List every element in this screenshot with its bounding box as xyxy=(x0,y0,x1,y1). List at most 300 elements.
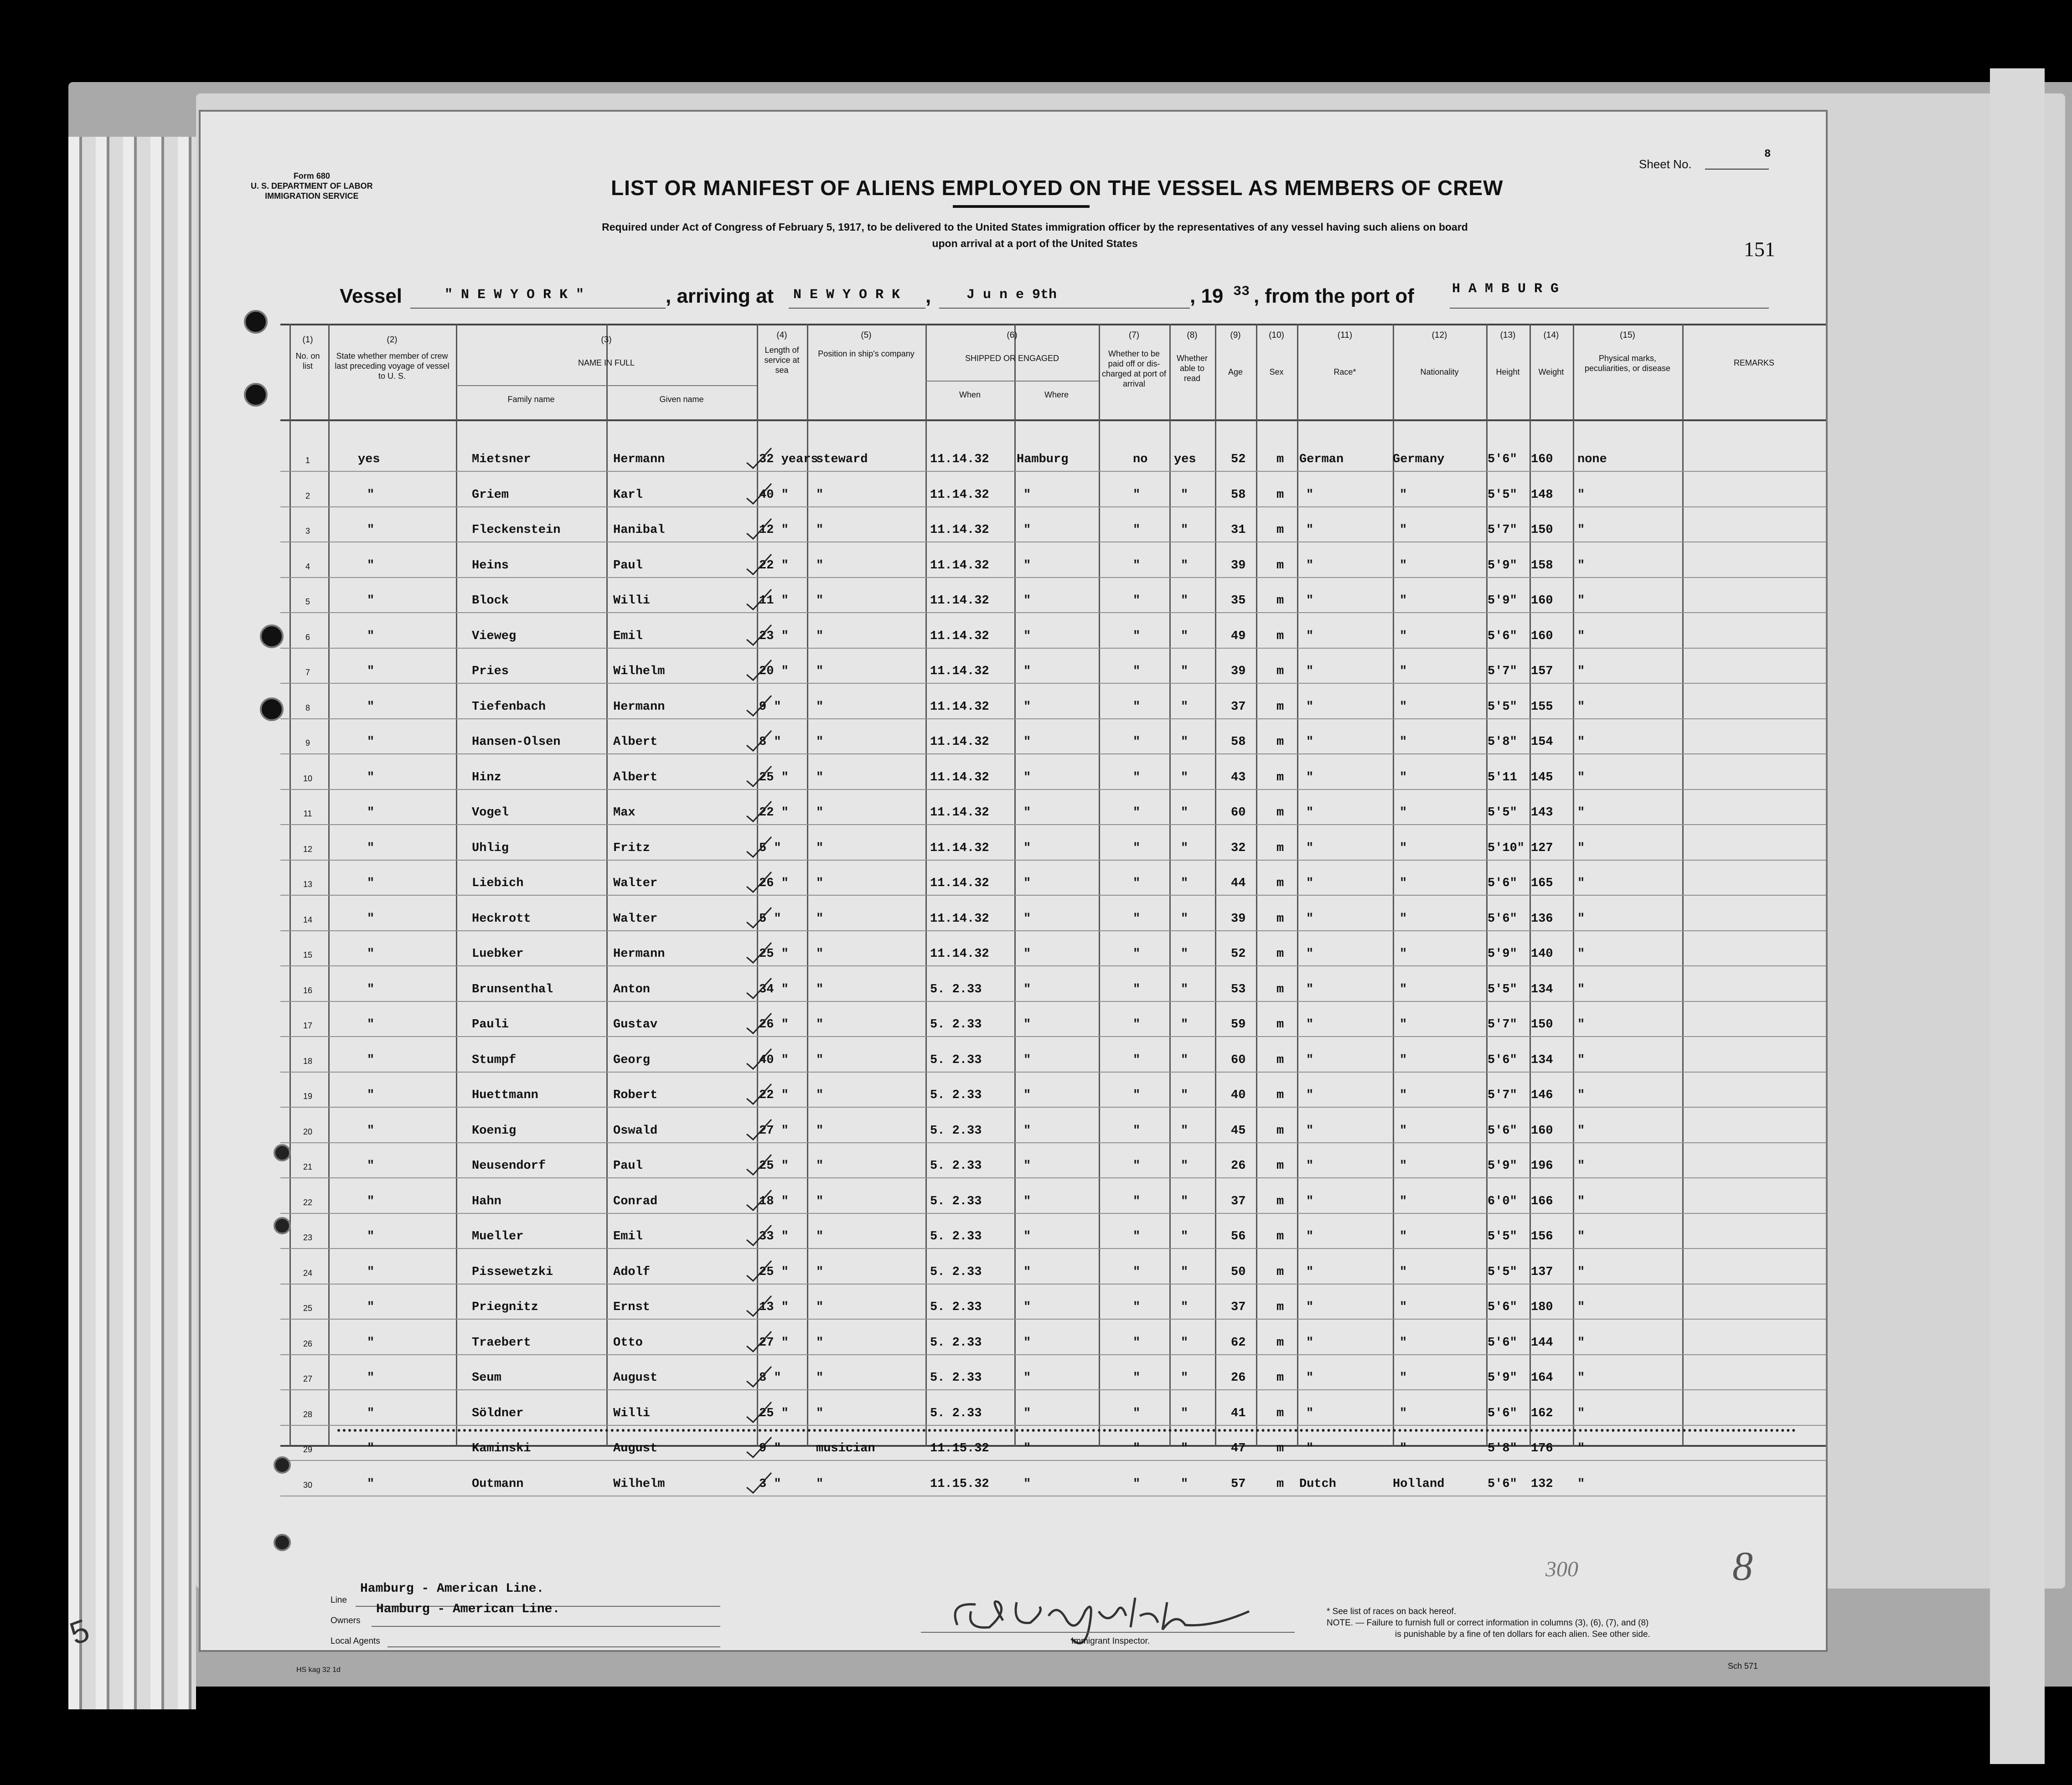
height-cell: 5'6" xyxy=(1488,1477,1517,1491)
shipped-when-cell: 11.14.32 xyxy=(930,523,989,537)
weight-cell: 143 xyxy=(1531,806,1553,820)
given-name-cell: Conrad xyxy=(613,1194,658,1208)
voyage-cell: " xyxy=(367,594,375,608)
physical-marks-cell: " xyxy=(1577,1336,1585,1350)
age-cell: 35 xyxy=(1231,594,1246,608)
voyage-cell: " xyxy=(367,841,375,855)
service-cell: 32 years xyxy=(759,453,818,466)
vessel-label: Vessel xyxy=(340,285,403,307)
voyage-cell: " xyxy=(367,1194,375,1208)
nationality-cell: " xyxy=(1400,700,1407,714)
races-note: * See list of races on back hereof. xyxy=(1327,1607,1457,1616)
height-cell: 5'9" xyxy=(1488,1159,1517,1173)
check-mark-icon xyxy=(743,586,775,613)
shipped-when-cell: 11.14.32 xyxy=(930,629,989,643)
given-name-cell: Willi xyxy=(613,1406,651,1420)
row-rule xyxy=(280,1142,1826,1143)
col-num-13: (13) xyxy=(1500,330,1516,340)
col-num-9: (9) xyxy=(1230,330,1241,340)
position-cell: " xyxy=(816,1477,824,1491)
shipped-when-cell: 5. 2.33 xyxy=(930,1230,982,1243)
sex-cell: m xyxy=(1276,841,1284,855)
family-name-cell: Mueller xyxy=(472,1230,524,1243)
punch-hole xyxy=(244,310,268,334)
race-cell: " xyxy=(1306,629,1314,643)
voyage-cell: " xyxy=(367,1018,375,1032)
nationality-cell: " xyxy=(1400,594,1407,608)
race-cell: " xyxy=(1306,1336,1314,1350)
service-cell: 8 " xyxy=(759,735,781,749)
physical-marks-cell: " xyxy=(1577,1300,1585,1314)
sex-cell: m xyxy=(1276,1300,1284,1314)
weight-cell: 160 xyxy=(1531,629,1553,643)
position-cell: " xyxy=(816,1159,824,1173)
row-rule xyxy=(280,683,1826,684)
paid-off-cell: " xyxy=(1133,1406,1141,1420)
age-cell: 39 xyxy=(1231,912,1246,926)
punch-hole xyxy=(274,1456,291,1474)
row-rule xyxy=(280,648,1826,649)
position-cell: " xyxy=(816,1336,824,1350)
departure-port: H A M B U R G xyxy=(1452,281,1559,297)
paid-off-cell: " xyxy=(1133,700,1141,714)
paid-off-cell: " xyxy=(1133,1194,1141,1208)
able-to-read-cell: " xyxy=(1181,558,1188,573)
col-header-nationality: Nationality xyxy=(1420,367,1459,377)
able-to-read-cell: " xyxy=(1181,877,1188,890)
column-rule xyxy=(328,324,330,1446)
age-cell: 50 xyxy=(1231,1265,1246,1279)
print-code: HS kag 32 1d xyxy=(296,1666,341,1674)
shipped-when-cell: 11.14.32 xyxy=(930,735,989,749)
age-cell: 41 xyxy=(1231,1406,1246,1420)
shipped-where-cell: " xyxy=(1023,1089,1031,1102)
service-cell: 25 " xyxy=(759,1265,789,1279)
row-number: 28 xyxy=(303,1409,313,1419)
paid-off-cell: " xyxy=(1133,947,1141,961)
race-cell: " xyxy=(1306,558,1314,573)
position-cell: " xyxy=(816,594,824,608)
check-mark-icon xyxy=(743,939,775,966)
position-cell: " xyxy=(816,912,824,926)
row-number: 27 xyxy=(303,1374,313,1383)
position-cell: " xyxy=(816,1053,824,1067)
position-cell: " xyxy=(816,1194,824,1208)
weight-cell: 134 xyxy=(1531,982,1553,996)
col-header-sex: Sex xyxy=(1269,367,1284,377)
family-name-cell: Koenig xyxy=(472,1124,517,1138)
row-number: 7 xyxy=(305,668,310,677)
row-number: 18 xyxy=(303,1056,313,1066)
given-name-cell: August xyxy=(613,1371,658,1385)
inspector-rule xyxy=(921,1632,1295,1633)
height-cell: 5'9" xyxy=(1488,558,1517,573)
check-mark-icon xyxy=(743,798,775,825)
form-number: Form 680 xyxy=(293,171,330,181)
weight-cell: 160 xyxy=(1531,1124,1553,1138)
row-rule xyxy=(280,895,1826,896)
given-name-cell: Albert xyxy=(613,735,658,749)
position-cell: steward xyxy=(816,453,868,466)
penalty-note-2: is punishable by a fine of ten dollars for each alien. See other side. xyxy=(1395,1630,1650,1639)
position-cell: " xyxy=(816,665,824,678)
punch-hole xyxy=(260,624,284,648)
paid-off-cell: " xyxy=(1133,1371,1141,1385)
nationality-cell: " xyxy=(1400,1230,1407,1243)
nationality-cell: " xyxy=(1400,1089,1407,1102)
column-rule xyxy=(1682,324,1684,1446)
shipped-where-cell: " xyxy=(1023,877,1031,890)
nationality-cell: " xyxy=(1400,912,1407,926)
voyage-cell: " xyxy=(367,735,375,749)
col-num-7: (7) xyxy=(1128,330,1140,340)
nationality-cell: " xyxy=(1400,629,1407,643)
voyage-cell: " xyxy=(367,912,375,926)
height-cell: 5'6" xyxy=(1488,453,1517,466)
punch-hole xyxy=(244,383,268,407)
race-cell: " xyxy=(1306,1124,1314,1138)
family-name-cell: Hansen-Olsen xyxy=(472,735,561,749)
arriving-label: , arriving at xyxy=(666,285,774,307)
row-number: 10 xyxy=(303,774,313,783)
voyage-cell: " xyxy=(367,1265,375,1279)
given-name-cell: Hermann xyxy=(613,453,665,466)
given-name-cell: Emil xyxy=(613,629,643,643)
paid-off-cell: " xyxy=(1133,1159,1141,1173)
row-number: 19 xyxy=(303,1092,313,1101)
paid-off-cell: " xyxy=(1133,1442,1141,1455)
nationality-cell: " xyxy=(1400,1053,1407,1067)
sex-cell: m xyxy=(1276,488,1284,502)
physical-marks-cell: " xyxy=(1577,665,1585,678)
shipped-when-cell: 5. 2.33 xyxy=(930,1018,982,1032)
family-name-cell: Stumpf xyxy=(472,1053,517,1067)
col-num-8: (8) xyxy=(1187,330,1198,340)
paid-off-cell: " xyxy=(1133,1477,1141,1491)
able-to-read-cell: " xyxy=(1181,488,1188,502)
position-cell: " xyxy=(816,1018,824,1032)
voyage-cell: " xyxy=(367,700,375,714)
nationality-cell: " xyxy=(1400,1406,1407,1420)
race-cell: " xyxy=(1306,1194,1314,1208)
paid-off-cell: " xyxy=(1133,1336,1141,1350)
sheet-no-line xyxy=(1705,169,1769,170)
check-mark-icon xyxy=(743,904,775,931)
sex-cell: m xyxy=(1276,806,1284,820)
height-cell: 5'5" xyxy=(1488,806,1517,820)
shipped-where-cell: " xyxy=(1023,947,1031,961)
voyage-cell: " xyxy=(367,558,375,573)
nationality-cell: Germany xyxy=(1393,453,1445,466)
sex-cell: m xyxy=(1276,629,1284,643)
height-cell: 5'8" xyxy=(1488,1442,1517,1455)
weight-cell: 166 xyxy=(1531,1194,1553,1208)
position-cell: " xyxy=(816,700,824,714)
able-to-read-cell: " xyxy=(1181,770,1188,784)
given-name-cell: Gustav xyxy=(613,1018,658,1032)
age-cell: 58 xyxy=(1231,735,1246,749)
age-cell: 58 xyxy=(1231,488,1246,502)
line-label: Line xyxy=(331,1595,347,1605)
row-rule xyxy=(280,1248,1826,1249)
weight-cell: 134 xyxy=(1531,1053,1553,1067)
height-cell: 5'10" xyxy=(1488,841,1525,855)
age-cell: 39 xyxy=(1231,558,1246,573)
shipped-when-cell: 5. 2.33 xyxy=(930,1194,982,1208)
able-to-read-cell: " xyxy=(1181,1053,1188,1067)
check-mark-icon xyxy=(743,692,775,719)
voyage-cell: " xyxy=(367,488,375,502)
able-to-read-cell: " xyxy=(1181,1300,1188,1314)
voyage-cell: " xyxy=(367,982,375,996)
age-cell: 62 xyxy=(1231,1336,1246,1350)
paid-off-cell: no xyxy=(1133,453,1148,466)
age-cell: 32 xyxy=(1231,841,1246,855)
physical-marks-cell: " xyxy=(1577,1053,1585,1067)
shipped-when-cell: 11.14.32 xyxy=(930,770,989,784)
check-mark-icon xyxy=(743,833,775,861)
department-name: U. S. DEPARTMENT OF LABOR xyxy=(251,181,373,191)
paid-off-cell: " xyxy=(1133,1053,1141,1067)
sex-cell: m xyxy=(1276,1089,1284,1102)
row-rule xyxy=(280,1425,1826,1426)
shipped-where-cell: " xyxy=(1023,841,1031,855)
physical-marks-cell: " xyxy=(1577,558,1585,573)
row-rule xyxy=(280,753,1826,754)
row-number: 15 xyxy=(303,950,313,960)
age-cell: 52 xyxy=(1231,947,1246,961)
able-to-read-cell: " xyxy=(1181,1336,1188,1350)
height-cell: 5'6" xyxy=(1488,1053,1517,1067)
weight-cell: 150 xyxy=(1531,1018,1553,1032)
shipped-where-cell: " xyxy=(1023,1230,1031,1243)
nationality-cell: " xyxy=(1400,735,1407,749)
column-rule xyxy=(1256,324,1257,1446)
race-cell: " xyxy=(1306,1089,1314,1102)
given-name-cell: Robert xyxy=(613,1089,658,1102)
service-cell: 18 " xyxy=(759,1194,789,1208)
height-cell: 5'6" xyxy=(1488,629,1517,643)
row-rule xyxy=(280,1213,1826,1214)
given-name-cell: Albert xyxy=(613,770,658,784)
physical-marks-cell: " xyxy=(1577,947,1585,961)
shipped-when-cell: 5. 2.33 xyxy=(930,1406,982,1420)
col-num-15: (15) xyxy=(1620,330,1635,340)
paid-off-cell: " xyxy=(1133,1300,1141,1314)
family-name-cell: Heins xyxy=(472,558,509,573)
family-name-cell: Traebert xyxy=(472,1336,531,1350)
nationality-cell: " xyxy=(1400,1018,1407,1032)
physical-marks-cell: " xyxy=(1577,982,1585,996)
voyage-cell: " xyxy=(367,1053,375,1067)
service-cell: 9 " xyxy=(759,1442,781,1455)
height-cell: 5'8" xyxy=(1488,735,1517,749)
race-cell: " xyxy=(1306,1406,1314,1420)
voyage-cell: " xyxy=(367,1442,375,1455)
service-cell: 13 " xyxy=(759,1300,789,1314)
height-cell: 5'6" xyxy=(1488,1300,1517,1314)
sex-cell: m xyxy=(1276,558,1284,573)
given-name-cell: Ernst xyxy=(613,1300,651,1314)
check-mark-icon xyxy=(743,444,775,472)
able-to-read-cell: " xyxy=(1181,1406,1188,1420)
position-cell: " xyxy=(816,982,824,996)
arrival-port: N E W Y O R K xyxy=(793,287,900,303)
able-to-read-cell: " xyxy=(1181,841,1188,855)
row-number: 14 xyxy=(303,915,313,924)
position-cell: " xyxy=(816,735,824,749)
row-number: 9 xyxy=(305,738,310,748)
height-cell: 5'9" xyxy=(1488,1371,1517,1385)
column-rule xyxy=(1215,324,1216,1446)
shipped-when-cell: 5. 2.33 xyxy=(930,1053,982,1067)
race-cell: " xyxy=(1306,982,1314,996)
left-edge-mark: 5 xyxy=(65,1612,94,1652)
age-cell: 49 xyxy=(1231,629,1246,643)
subtitle-line-1: Required under Act of Congress of February 5, 1917, to be delivered to the United States immigration officer by the representatives of any vessel having such aliens on board xyxy=(602,221,1468,233)
able-to-read-cell: " xyxy=(1181,629,1188,643)
weight-cell: 164 xyxy=(1531,1371,1553,1385)
shipped-where-cell: " xyxy=(1023,488,1031,502)
shipped-where-cell: " xyxy=(1023,665,1031,678)
manifest-page xyxy=(201,112,1826,1674)
col-num-10: (10) xyxy=(1269,330,1284,340)
weight-cell: 156 xyxy=(1531,1230,1553,1243)
able-to-read-cell: " xyxy=(1181,1265,1188,1279)
family-name-cell: Huettmann xyxy=(472,1089,538,1102)
check-mark-icon xyxy=(743,1116,775,1143)
row-number: 5 xyxy=(305,597,310,606)
col-header-where: Where xyxy=(1044,390,1069,399)
shipped-when-cell: 5. 2.33 xyxy=(930,1371,982,1385)
race-cell: " xyxy=(1306,841,1314,855)
shipped-where-cell: " xyxy=(1023,1018,1031,1032)
nationality-cell: " xyxy=(1400,1371,1407,1385)
page-title: LIST OR MANIFEST OF ALIENS EMPLOYED ON THE VESSEL AS MEMBERS OF CREW xyxy=(611,176,1504,200)
sex-cell: m xyxy=(1276,700,1284,714)
port-line xyxy=(789,308,925,309)
given-name-cell: Adolf xyxy=(613,1265,651,1279)
sex-cell: m xyxy=(1276,1406,1284,1420)
able-to-read-cell: " xyxy=(1181,1194,1188,1208)
shipped-when-cell: 11.14.32 xyxy=(930,700,989,714)
voyage-cell: " xyxy=(367,1336,375,1350)
service-cell: 22 " xyxy=(759,558,789,573)
sex-cell: m xyxy=(1276,1442,1284,1455)
weight-cell: 157 xyxy=(1531,665,1553,678)
shipped-where-cell: " xyxy=(1023,1159,1031,1173)
check-mark-icon xyxy=(743,727,775,754)
age-cell: 37 xyxy=(1231,1194,1246,1208)
height-cell: 6'0" xyxy=(1488,1194,1517,1208)
arrival-date: J u n e 9th xyxy=(966,287,1057,303)
physical-marks-cell: " xyxy=(1577,523,1585,537)
able-to-read-cell: " xyxy=(1181,1230,1188,1243)
given-name-cell: Emil xyxy=(613,1230,643,1243)
check-mark-icon xyxy=(743,551,775,578)
family-name-cell: Pauli xyxy=(472,1018,509,1032)
check-mark-icon xyxy=(743,1434,775,1461)
check-mark-icon xyxy=(743,1010,775,1037)
row-number: 12 xyxy=(303,844,313,854)
comma-sep: , xyxy=(925,285,931,307)
height-cell: 5'5" xyxy=(1488,1230,1517,1243)
service-name: IMMIGRATION SERVICE xyxy=(265,191,359,201)
service-cell: 9 " xyxy=(759,700,781,714)
given-name-cell: Wilhelm xyxy=(613,665,665,678)
able-to-read-cell: yes xyxy=(1174,453,1196,466)
voyage-cell: " xyxy=(367,1371,375,1385)
age-cell: 31 xyxy=(1231,523,1246,537)
row-number: 20 xyxy=(303,1127,313,1136)
col-header-position: Position in ship's company xyxy=(818,349,915,358)
weight-cell: 160 xyxy=(1531,453,1553,466)
col-num-11: (11) xyxy=(1337,330,1353,340)
col-header-shipped: SHIPPED OR ENGAGED xyxy=(965,354,1059,363)
col-header-height: Height xyxy=(1496,367,1520,377)
row-number: 2 xyxy=(305,491,310,500)
shipped-where-cell: " xyxy=(1023,558,1031,573)
height-cell: 5'5" xyxy=(1488,488,1517,502)
col-num-1: (1) xyxy=(302,335,313,345)
shipped-where-cell: " xyxy=(1023,1124,1031,1138)
col-header-weight: Weight xyxy=(1538,367,1564,377)
family-name-cell: Outmann xyxy=(472,1477,524,1491)
voyage-cell: " xyxy=(367,665,375,678)
voyage-cell: " xyxy=(367,1230,375,1243)
sex-cell: m xyxy=(1276,1194,1284,1208)
position-cell: " xyxy=(816,1406,824,1420)
family-name-cell: Söldner xyxy=(472,1406,524,1420)
shipped-subheader-line xyxy=(925,381,1099,382)
shipped-where-cell: Hamburg xyxy=(1017,453,1069,466)
sex-cell: m xyxy=(1276,1230,1284,1243)
age-cell: 37 xyxy=(1231,700,1246,714)
given-name-cell: Walter xyxy=(613,877,658,890)
family-name-cell: Uhlig xyxy=(472,841,509,855)
height-cell: 5'7" xyxy=(1488,665,1517,678)
row-rule xyxy=(280,1354,1826,1355)
voyage-cell: " xyxy=(367,523,375,537)
service-cell: 12 " xyxy=(759,523,789,537)
weight-cell: 144 xyxy=(1531,1336,1553,1350)
sex-cell: m xyxy=(1276,912,1284,926)
nationality-cell: " xyxy=(1400,982,1407,996)
row-rule xyxy=(280,860,1826,861)
race-cell: " xyxy=(1306,947,1314,961)
row-rule xyxy=(280,1107,1826,1108)
weight-cell: 132 xyxy=(1531,1477,1553,1491)
nationality-cell: " xyxy=(1400,558,1407,573)
check-mark-icon xyxy=(743,975,775,1002)
family-name-cell: Vogel xyxy=(472,806,509,820)
height-cell: 5'9" xyxy=(1488,947,1517,961)
shipped-where-cell: " xyxy=(1023,594,1031,608)
physical-marks-cell: " xyxy=(1577,1442,1585,1455)
service-cell: 22 " xyxy=(759,1089,789,1102)
race-cell: " xyxy=(1306,912,1314,926)
owners-rule xyxy=(372,1626,720,1627)
shipped-when-cell: 5. 2.33 xyxy=(930,1300,982,1314)
physical-marks-cell: " xyxy=(1577,1371,1585,1385)
column-rule xyxy=(1297,324,1298,1446)
nationality-cell: " xyxy=(1400,1124,1407,1138)
weight-cell: 127 xyxy=(1531,841,1553,855)
shipped-when-cell: 11.14.32 xyxy=(930,453,989,466)
family-name-cell: Brunsenthal xyxy=(472,982,553,996)
column-rule xyxy=(456,324,457,1446)
age-cell: 60 xyxy=(1231,806,1246,820)
